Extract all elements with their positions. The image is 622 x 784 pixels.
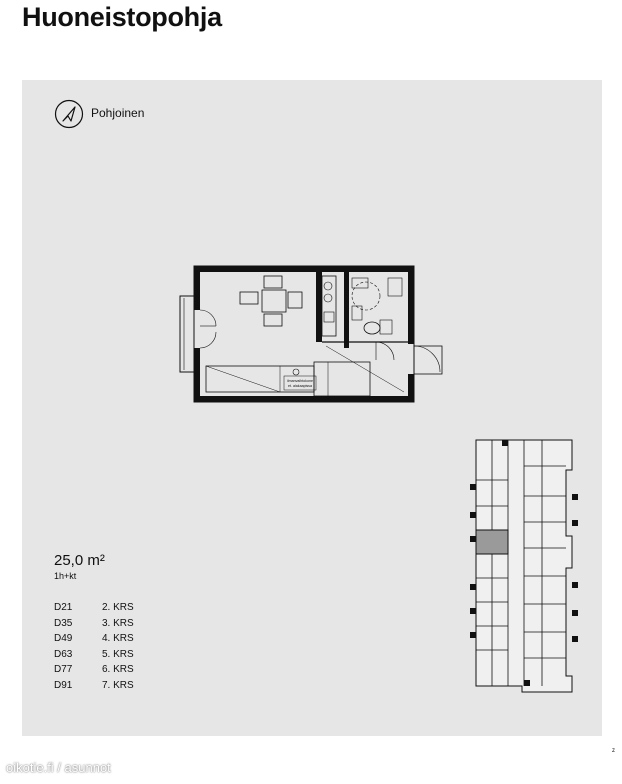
ventilation-note-line2: et. alakaapissa: [288, 384, 312, 388]
unit-row: [54, 662, 134, 678]
unit-row: [54, 678, 134, 694]
unit-floor: 7. KRS: [102, 679, 134, 691]
unit-list: [54, 600, 134, 693]
watermark: oikotie.fi / asunnot: [6, 760, 111, 775]
unit-floor: 6. KRS: [102, 664, 134, 675]
north-label: Pohjoinen: [91, 106, 145, 120]
unit-floor: 5. KRS: [102, 648, 134, 660]
unit-row: [54, 631, 134, 647]
apartment-room-type: 1h+kt: [54, 571, 77, 581]
building-keyplan: [462, 436, 582, 698]
page-title: Huoneistopohja: [22, 2, 222, 32]
unit-floor: 4. KRS: [102, 633, 134, 644]
unit-row: [54, 647, 134, 663]
unit-row: [54, 616, 134, 632]
unit-code: D21: [54, 602, 73, 613]
unit-floor: 2. KRS: [102, 602, 134, 613]
ventilation-note-line1: ilmanvaihtokone: [287, 379, 313, 383]
unit-code: D63: [54, 648, 73, 660]
unit-code: D49: [54, 633, 73, 644]
corner-mark: z: [612, 748, 615, 754]
unit-floor: 3. KRS: [102, 617, 134, 629]
unit-code: D35: [54, 617, 73, 629]
north-arrow-icon: [54, 99, 84, 129]
apartment-area: 25,0 m²: [54, 552, 105, 569]
unit-code: D91: [54, 679, 73, 691]
highlighted-apartment: [476, 530, 508, 554]
apartment-floor-plan: [176, 262, 448, 406]
unit-code: D77: [54, 664, 73, 675]
unit-row: [54, 600, 134, 616]
